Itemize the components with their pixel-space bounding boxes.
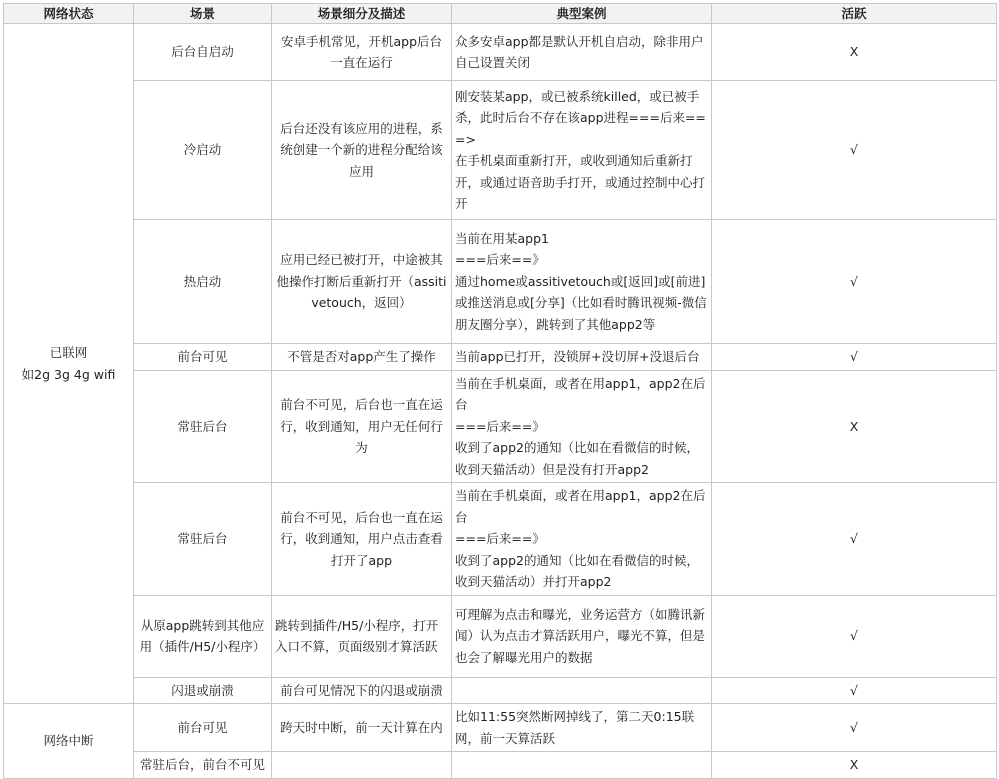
scene-cell: 前台可见 [134, 344, 272, 371]
scene-cell: 闪退或崩溃 [134, 677, 272, 704]
header-example: 典型案例 [452, 4, 712, 24]
header-network: 网络状态 [4, 4, 134, 24]
detail-cell: 跨天时中断，前一天计算在内 [272, 704, 452, 752]
scene-cell: 冷启动 [134, 81, 272, 220]
table-row [4, 677, 997, 704]
header-scene: 场景 [134, 4, 272, 24]
example-cell [452, 752, 712, 779]
header-active: 活跃 [712, 4, 997, 24]
detail-cell: 前台不可见，后台也一直在运行，收到通知，用户点击查看打开了app [272, 483, 452, 596]
table-row [4, 81, 997, 220]
group-connected: 已联网 如2g 3g 4g wifi [4, 24, 134, 704]
table-row [4, 704, 997, 752]
active-cell: √ [712, 220, 997, 344]
example-cell: 刚安装某app，或已被系统killed，或已被手杀，此时后台不存在该app进程===后来===> 在手机桌面重新打开，或收到通知后重新打开，或通过语音助手打开，或通过控制中心打开 [452, 81, 712, 220]
active-cell: √ [712, 595, 997, 677]
table-row [4, 752, 997, 779]
active-cell: √ [712, 483, 997, 596]
table-row [4, 370, 997, 483]
example-cell: 当前在手机桌面，或者在用app1，app2在后台 ===后来==》 收到了app2的通知（比如在看微信的时候，收到天猫活动）并打开app2 [452, 483, 712, 596]
active-cell: √ [712, 677, 997, 704]
detail-cell: 跳转到插件/H5/小程序，打开入口不算，页面级别才算活跃 [272, 595, 452, 677]
table-row [4, 595, 997, 677]
example-cell: 比如11:55突然断网掉线了，第二天0:15联网，前一天算活跃 [452, 704, 712, 752]
active-cell: √ [712, 344, 997, 371]
scene-cell: 常驻后台，前台不可见 [134, 752, 272, 779]
scene-cell: 从原app跳转到其他应用（插件/H5/小程序） [134, 595, 272, 677]
example-cell: 可理解为点击和曝光，业务运营方（如腾讯新闻）认为点击才算活跃用户，曝光不算，但是也会了解曝光用户的数据 [452, 595, 712, 677]
table-row [4, 24, 997, 81]
example-cell: 当前app已打开，没锁屏+没切屏+没退后台 [452, 344, 712, 371]
table-row [4, 220, 997, 344]
scene-cell: 后台自启动 [134, 24, 272, 81]
detail-cell: 前台可见情况下的闪退或崩溃 [272, 677, 452, 704]
header-detail: 场景细分及描述 [272, 4, 452, 24]
example-cell: 当前在用某app1 ===后来==》 通过home或assitivetouch或[返回]或[前进]或推送消息或[分享]（比如看时腾讯视频-微信朋友圈分享），跳转到了其他app2等 [452, 220, 712, 344]
activity-table [3, 3, 997, 779]
active-cell: X [712, 24, 997, 81]
detail-cell: 不管是否对app产生了操作 [272, 344, 452, 371]
table-row [4, 483, 997, 596]
example-cell: 众多安卓app都是默认开机自启动，除非用户自己设置关闭 [452, 24, 712, 81]
scene-cell: 常驻后台 [134, 483, 272, 596]
active-cell: √ [712, 81, 997, 220]
active-cell: X [712, 752, 997, 779]
active-cell: X [712, 370, 997, 483]
scene-cell: 热启动 [134, 220, 272, 344]
table-row [4, 344, 997, 371]
detail-cell: 后台还没有该应用的进程，系统创建一个新的进程分配给该应用 [272, 81, 452, 220]
example-cell [452, 677, 712, 704]
example-cell: 当前在手机桌面，或者在用app1，app2在后台 ===后来==》 收到了app2的通知（比如在看微信的时候，收到天猫活动）但是没有打开app2 [452, 370, 712, 483]
detail-cell: 安卓手机常见，开机app后台一直在运行 [272, 24, 452, 81]
detail-cell: 应用已经已被打开，中途被其他操作打断后重新打开（assitivetouch，返回） [272, 220, 452, 344]
group-offline: 网络中断 [4, 704, 134, 779]
header-row [4, 4, 997, 24]
detail-cell [272, 752, 452, 779]
detail-cell: 前台不可见，后台也一直在运行，收到通知，用户无任何行为 [272, 370, 452, 483]
scene-cell: 常驻后台 [134, 370, 272, 483]
active-cell: √ [712, 704, 997, 752]
scene-cell: 前台可见 [134, 704, 272, 752]
